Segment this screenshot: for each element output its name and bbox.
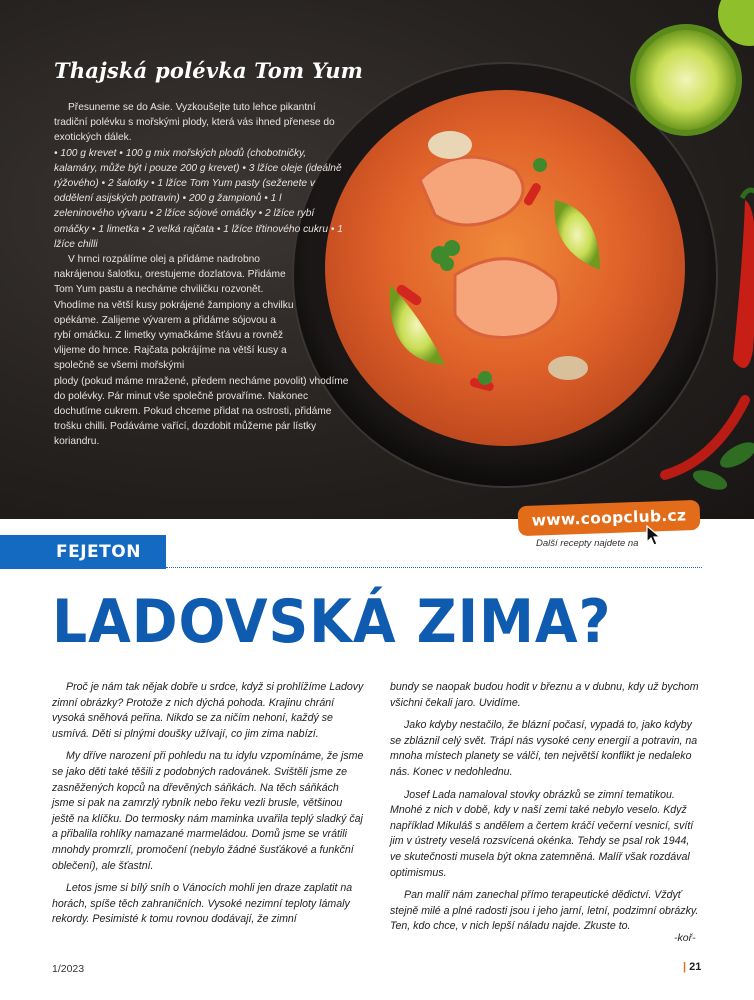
recipe-method-1: V hrnci rozpálíme olej a přidáme nadrobno nakrájenou šalotku, orestujeme dozlatova. Přidáme Tom Yum pastu a necháme chviličku rozvonět. Vhodíme na větší kusy pokrájené žampiony a chvilku opékáme. Zalijeme vývarem a přidáme sójovou a rybí omáčku. Z limetky vymačkáme šťávu a rovněž vlijeme do hrnce. Rajčata pokrájíme na větší kusy a společně se všemi mořskými [54, 254, 294, 372]
recipe-title: Thajská polévka Tom Yum [54, 58, 364, 83]
mushroom [428, 131, 472, 159]
recipe-ingredients: • 100 g krevet • 100 g mix mořských plodů (chobotničky, kalamáry, může být i pouze 200 g krevet) • 3 lžíce oleje (ideálně rýžového) • 2 šalotky • 1 lžíce Tom Yum pasty (seženete v oddělení asijských potravin) • 200 g žampionů • 1 l zeleninového vývaru • 2 lžíce sójové omáčky • 2 lžíce rybí omáčky • 1 limetka • 2 velká rajčata • 1 lžíce třtinového cukru • 1 lžíce chilli [54, 147, 343, 250]
chilli-pepper [733, 200, 754, 368]
recipe-method-2: plody (pokud máme mražené, předem necháme povolit) vhodíme do polévky. Pár minut vše společně provaříme. Nakonec dochutíme cukrem. Pokud chceme přidat na ostrosti, přidáme trošku chilli. Podáváme vařící, dozdobit můžeme pár lístky koriandru. [54, 375, 349, 448]
author-signature: -koř- [674, 932, 696, 944]
article-paragraph: bundy se naopak budou hodit v březnu a v dubnu, kdy už bychom všichni čekali jaro. Uvidíme. [390, 681, 699, 709]
recipe-intro: Přesuneme se do Asie. Vyzkoušejte tuto lehce pikantní tradiční polévku s mořskými plody, která vás ihned přenese do exotických dálek. [54, 102, 335, 144]
article-paragraph: Jako kdyby nestačilo, že blázní počasí, vypadá to, jako kdyby se zbláznil celý svět. Trápí nás vysoké ceny energií a potravin, na mnoha místech planety se válčí, ten největší konflikt je nedaleko nás. Konec v nedohlednu. [390, 719, 698, 778]
coopclub-link[interactable]: www.coopclub.cz [518, 500, 701, 536]
page-number: | 21 [683, 961, 702, 973]
article-paragraph: My dříve narození při pohledu na tu idylu vzpomínáme, že jsme se jako děti také těšili z podobných radovánek. Svištěli jsme ze zasněžených kopců na dřevěných sáňkách. Na těch sáňkách jsme si pak na zamrzlý rybník nebo řeku vezli brusle, většinou ještě na klíčku. Do termosky nám maminka uvařila teplý sladký čaj a přibalila rohlíky namazané marmeládou. Domů jsme se vrátili mnohdy promrzlí, promočení (nebylo žádné šusťákové a funkční oblečení), ale šťastní. [52, 750, 364, 872]
cursor-arrow-icon [646, 525, 664, 547]
article-paragraph: Proč je nám tak nějak dobře u srdce, když si prohlížíme Ladovy zimní obrázky? Protože z nich dýchá pohoda. Krajinu chrání vysoká sněhová peřina. Nikdo se za ničím nehoní, každý se usmívá. Děti si plnými doušky užívají, co jim zima nabízí. [52, 681, 364, 740]
article-paragraph: Letos jsme si bílý sníh o Vánocích mohli jen draze zaplatit na horách, spíše těch zahraničních. Vysoké nezimní teploty lámaly rekordy. Pesimisté k tomu rovnou dodávají, že zimní [52, 882, 353, 926]
article-column-left [52, 680, 364, 935]
article-column-right [390, 680, 702, 942]
section-label: FEJETON [0, 535, 166, 569]
page-number-value: 21 [689, 961, 702, 973]
article-paragraph: Josef Lada namaloval stovky obrázků se zimní tematikou. Mnohé z nich v době, kdy v naší zemi také nebylo veselo. Když například Mikuláš s andělem a čertem kráčí večerní vesnicí, svítí jim v ústrety veselá rozsvícená okénka. Tehdy se psal rok 1944, ve skutečnosti musela být okna zatemněná. Malíř však rozdával optimismus. [390, 788, 694, 879]
article-headline: LADOVSKÁ ZIMA? [52, 587, 612, 657]
recipe-text [54, 100, 349, 450]
article-paragraph: Pan malíř nám zanechal přímo terapeutické dědictví. Vždyť stejně milé a plné radosti jsou i jeho jarní, letní, podzimní obrázky. Ten, kdo chce, v nich lepší náladu najde. Zkuste to. [390, 889, 699, 933]
dotted-divider [166, 567, 702, 568]
issue-number: 1/2023 [52, 963, 85, 975]
more-recipes-caption: Další recepty najdete na [536, 538, 639, 549]
